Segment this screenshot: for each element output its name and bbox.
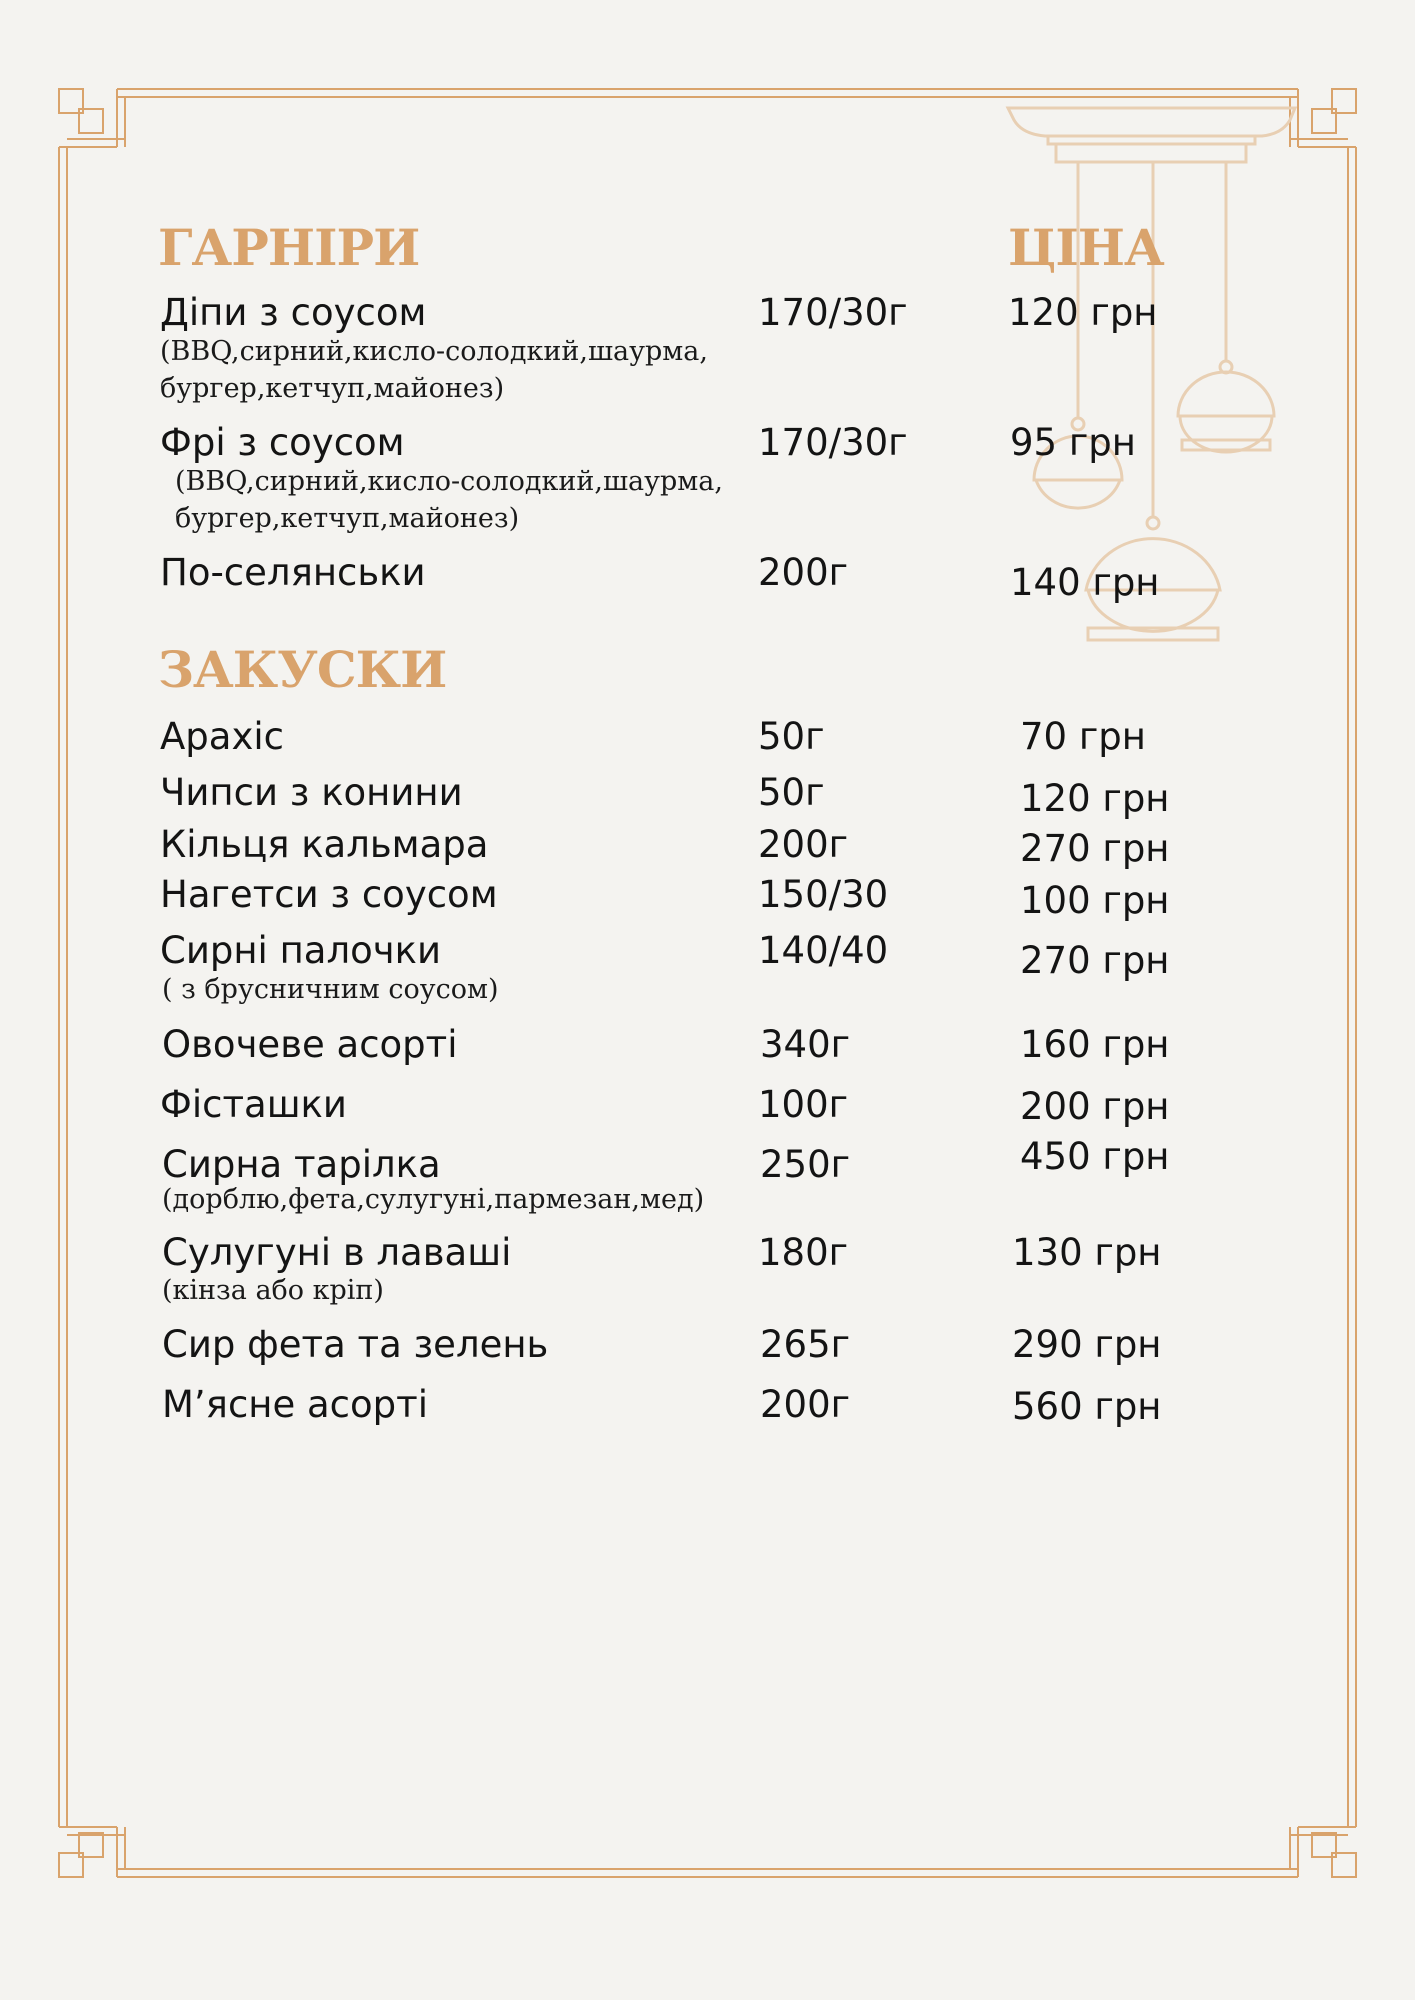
item-price: 120 грн bbox=[1020, 777, 1170, 820]
item-price: 450 грн bbox=[1020, 1135, 1170, 1178]
item-name: Сирні палочки bbox=[160, 929, 442, 972]
item-weight: 180г bbox=[758, 1231, 849, 1274]
item-name: Нагетси з соусом bbox=[160, 873, 498, 916]
item-note: (BBQ,сирний,кисло-солодкий,шаурма, бургер,кетчуп,майонез) bbox=[175, 466, 723, 534]
item-price: 120 грн bbox=[1008, 291, 1158, 334]
item-name: Фрі з соусом bbox=[160, 421, 405, 464]
item-name: Арахіс bbox=[160, 715, 284, 758]
garnish-heading: ГАРНІРИ bbox=[158, 218, 420, 277]
item-price: 70 грн bbox=[1020, 715, 1146, 758]
item-note: (дорблю,фета,сулугуні,пармезан,мед) bbox=[162, 1184, 705, 1215]
item-price: 290 грн bbox=[1012, 1323, 1162, 1366]
item-price: 95 грн bbox=[1010, 421, 1136, 464]
snacks-heading: ЗАКУСКИ bbox=[158, 640, 447, 699]
item-name: Фісташки bbox=[160, 1083, 347, 1126]
item-price: 160 грн bbox=[1020, 1023, 1170, 1066]
item-name: Сулугуні в лаваші bbox=[162, 1231, 512, 1274]
item-name: М’ясне асорті bbox=[162, 1383, 428, 1426]
item-price: 200 грн bbox=[1020, 1085, 1170, 1128]
item-name: Діпи з соусом bbox=[160, 291, 427, 334]
item-weight: 100г bbox=[758, 1083, 849, 1126]
item-name: Овочеве асорті bbox=[162, 1023, 458, 1066]
item-price: 140 грн bbox=[1010, 561, 1160, 604]
item-weight: 150/30 bbox=[758, 873, 889, 916]
item-weight: 50г bbox=[758, 771, 825, 814]
item-weight: 265г bbox=[760, 1323, 851, 1366]
item-price: 560 грн bbox=[1012, 1385, 1162, 1428]
item-name: Чипси з конини bbox=[160, 771, 463, 814]
item-price: 100 грн bbox=[1020, 879, 1170, 922]
item-price: 270 грн bbox=[1020, 827, 1170, 870]
item-name: По-селянськи bbox=[160, 551, 426, 594]
item-weight: 170/30г bbox=[758, 291, 908, 334]
item-name: Сирна тарілка bbox=[162, 1143, 441, 1186]
item-weight: 340г bbox=[760, 1023, 851, 1066]
item-price: 130 грн bbox=[1012, 1231, 1162, 1274]
item-weight: 200г bbox=[758, 823, 849, 866]
item-weight: 140/40 bbox=[758, 929, 889, 972]
item-weight: 170/30г bbox=[758, 421, 908, 464]
item-name: Сир фета та зелень bbox=[162, 1323, 549, 1366]
item-price: 270 грн bbox=[1020, 939, 1170, 982]
item-note: (кінза або кріп) bbox=[162, 1275, 384, 1306]
price-heading: ЦІНА bbox=[1008, 218, 1164, 277]
item-weight: 250г bbox=[760, 1143, 851, 1186]
item-weight: 200г bbox=[758, 551, 849, 594]
item-weight: 200г bbox=[760, 1383, 851, 1426]
item-name: Кільця кальмара bbox=[160, 823, 489, 866]
item-weight: 50г bbox=[758, 715, 825, 758]
item-note: ( з брусничним соусом) bbox=[162, 974, 499, 1005]
item-note: (BBQ,сирний,кисло-солодкий,шаурма, бургер,кетчуп,майонез) bbox=[160, 336, 708, 404]
